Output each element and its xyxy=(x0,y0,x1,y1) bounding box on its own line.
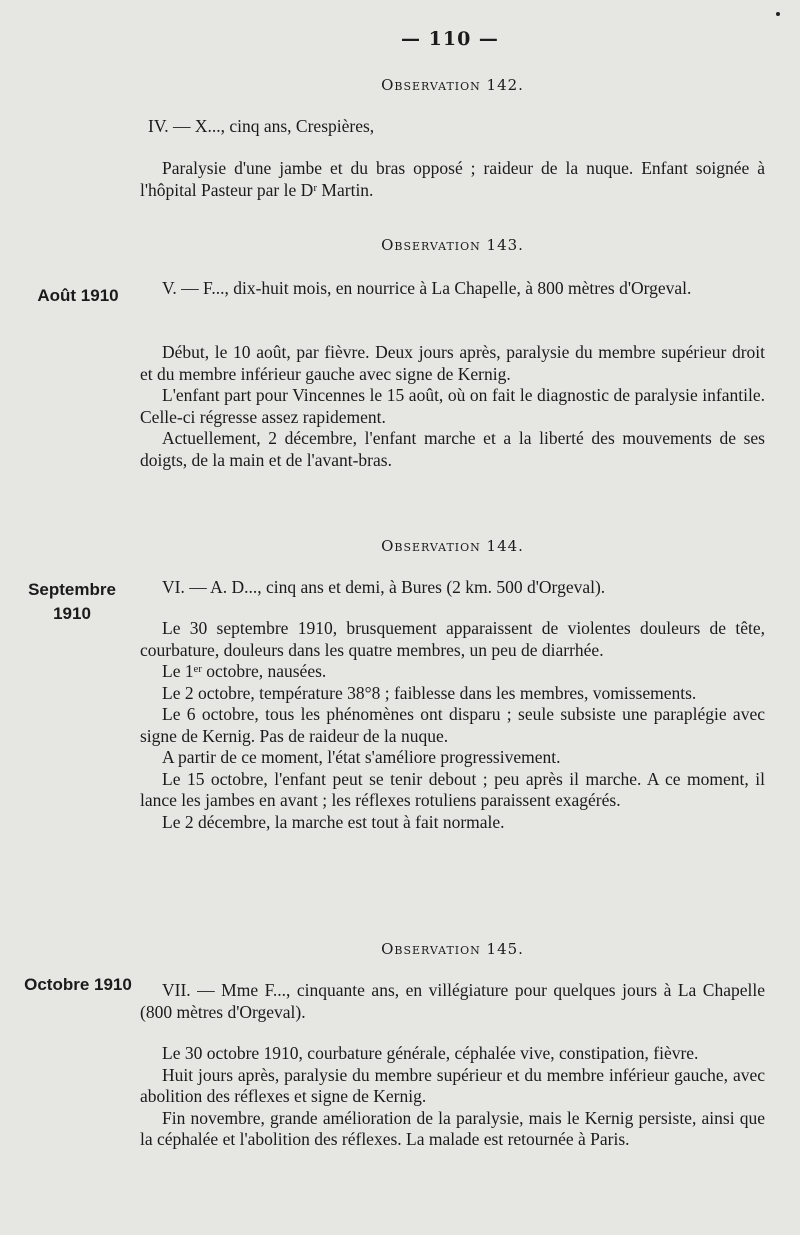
paragraph: Le 1ᵉʳ octobre, nausées. xyxy=(162,661,327,681)
paragraph: Le 2 décembre, la marche est tout à fait normale. xyxy=(162,811,505,832)
observation-142-header: IV. — X..., cinq ans, Crespières, xyxy=(148,116,375,136)
paragraph: Actuellement, 2 décembre, l'enfant marche et a la liberté des mouvements de ses doigts, de la main et de l'avant-bras. xyxy=(140,428,765,470)
paragraph: Le 6 octobre, tous les phénomènes ont disparu ; seule subsiste une paraplégie avec signe de Kernig. Pas de raideur de la nuque. xyxy=(140,704,765,746)
observation-142-title: Observation 142. xyxy=(381,76,524,94)
observation-145-header: VII. — Mme F..., cinquante ans, en villégiature pour quelques jours à La Chapelle (800 mètres d'Orgeval). xyxy=(140,980,765,1022)
observation-143-body xyxy=(140,342,765,471)
paragraph: Le 2 octobre, température 38°8 ; faiblesse dans les membres, vomissements. xyxy=(162,682,697,703)
observation-143-header: V. — F..., dix-huit mois, en nourrice à La Chapelle, à 800 mètres d'Orgeval. xyxy=(162,278,692,298)
observation-144-title: Observation 144. xyxy=(381,537,524,555)
paragraph: Fin novembre, grande amélioration de la paralysie, mais le Kernig persiste, ainsi que la céphalée et l'abolition des réflexes. La malade est retournée à Paris. xyxy=(140,1107,765,1149)
observation-144-header: VI. — A. D..., cinq ans et demi, à Bures (2 km. 500 d'Orgeval). xyxy=(162,577,606,597)
observation-145-title: Observation 145. xyxy=(381,940,524,958)
paragraph: Le 30 octobre 1910, courbature générale, céphalée vive, constipation, fièvre. xyxy=(162,1043,699,1063)
paragraph: Début, le 10 août, par fièvre. Deux jours après, paralysie du membre supérieur droit et du membre inférieur gauche avec signe de Kernig. xyxy=(140,342,765,384)
observation-144-body xyxy=(140,618,765,833)
paragraph: Le 30 septembre 1910, brusquement apparaissent de violentes douleurs de tête, courbature, douleurs dans les quatre membres, un peu de diarrhée. xyxy=(140,618,765,660)
observation-143-title: Observation 143. xyxy=(381,236,524,254)
observation-142-body xyxy=(140,158,765,201)
margin-date-septembre-1910: Septembre 1910 xyxy=(28,580,116,623)
paragraph: Paralysie d'une jambe et du bras opposé ; raideur de la nuque. Enfant soignée à l'hôpital Pasteur par le Dʳ Martin. xyxy=(140,158,765,200)
paragraph: A partir de ce moment, l'état s'améliore progressivement. xyxy=(162,747,561,767)
paragraph: Le 15 octobre, l'enfant peut se tenir debout ; peu après il marche. A ce moment, il lance les jambes en avant ; les réflexes rotuliens paraissent exagérés. xyxy=(140,768,765,810)
margin-date-octobre-1910: Octobre 1910 xyxy=(24,975,132,994)
observation-145-body xyxy=(140,1043,765,1151)
page-number: — 110 — xyxy=(401,28,499,50)
paragraph: L'enfant part pour Vincennes le 15 août, où on fait le diagnostic de paralysie infantile. Celle-ci régresse assez rapidement. xyxy=(140,385,765,427)
ink-dot xyxy=(776,12,780,16)
margin-date-aout-1910: Août 1910 xyxy=(37,286,119,305)
paragraph: Huit jours après, paralysie du membre supérieur et du membre inférieur gauche, avec abolition des réflexes et signe de Kernig. xyxy=(140,1064,765,1106)
